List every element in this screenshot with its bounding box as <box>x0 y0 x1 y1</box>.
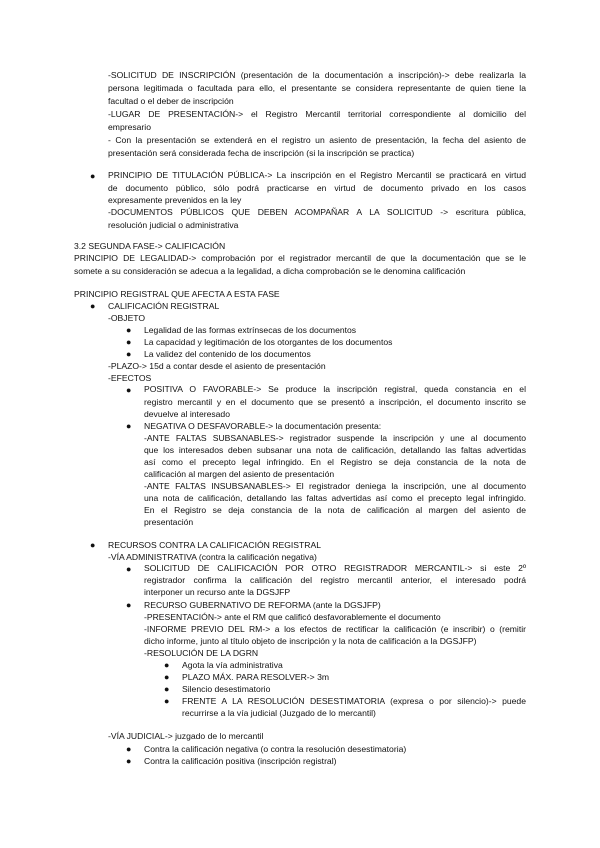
negativa-line-6: -ANTE FALTAS INSUBSANABLES-> El registrador deniega la inscripción, une al documento <box>144 481 526 491</box>
resolucion-item: Agota la vía administrativa <box>182 660 283 670</box>
positiva-line-1: POSITIVA O FAVORABLE-> Se produce la inscripción registral, queda constancia en el <box>144 384 526 394</box>
legalidad-line-2: somete a su consideración se adecua a la legalidad, a dicha comprobación se le denomina calificación <box>74 266 466 276</box>
objeto-item: Legalidad de las formas extrínsecas de los documentos <box>144 325 357 335</box>
negativa-line-3: que los interesados deben subsanar una nota de calificación, detallando las faltas advertidas <box>144 445 526 455</box>
negativa-line-4: así como el precepto legal infringido. En el Registro se deja constancia de la nota de <box>144 457 526 467</box>
positiva-line-2: registro mercantil y en el documento que se presentó a inscripción, el documento inscrito se <box>144 397 526 407</box>
bullet-icon: ● <box>126 337 132 347</box>
negativa-line-7: una nota de calificación, detallando las faltas advertidas así como el precepto legal infringido. <box>144 493 526 503</box>
negativa-line-9: presentación <box>144 517 194 527</box>
legalidad-line-1: PRINCIPIO DE LEGALIDAD-> comprobación por el registrador mercantil de que la documentación que se le <box>74 253 526 263</box>
gubernativo-line-2: -PRESENTACIÓN-> ante el RM que calificó desfavorablemente el documento <box>144 612 441 622</box>
inscripcion-line-7: presentación será considerada fecha de inscripción (si la inscripción se practica) <box>108 148 415 158</box>
bullet-icon: ● <box>126 421 132 431</box>
bullet-icon: ● <box>164 660 170 670</box>
inscripcion-line-6: - Con la presentación se extenderá en el registro un asiento de presentación, la fecha del asiento de <box>108 135 526 145</box>
segunda-fase-heading: 3.2 SEGUNDA FASE-> CALIFICACIÓN <box>74 241 226 251</box>
recursos-heading: RECURSOS CONTRA LA CALIFICACIÓN REGISTRAL <box>108 540 321 550</box>
bullet-icon: ● <box>126 756 132 766</box>
negativa-line-1: NEGATIVA O DESFAVORABLE-> la documentación presenta: <box>144 421 382 431</box>
principio-registral-heading: PRINCIPIO REGISTRAL QUE AFECTA A ESTA FASE <box>74 289 280 299</box>
solicitud-line-2: registrador confirma la calificación del registro mercantil anterior, el interesado podrá <box>144 575 526 585</box>
bullet-icon: ● <box>164 684 170 694</box>
gubernativo-line-5: -RESOLUCIÓN DE LA DGRN <box>144 648 259 658</box>
judicial-item: Contra la calificación negativa (o contra la resolución desestimatoria) <box>144 744 407 754</box>
negativa-line-2: -ANTE FALTAS SUBSANABLES-> registrador suspende la inscripción y une al documento <box>144 433 526 443</box>
bullet-icon: ● <box>126 385 132 395</box>
bullet-icon: ● <box>90 301 96 311</box>
bullet-icon: ● <box>126 600 132 610</box>
calificacion-registral-heading: CALIFICACIÓN REGISTRAL <box>108 301 220 311</box>
negativa-line-8: En el Registro se deja constancia de la nota de calificación al margen del asiento de <box>144 505 526 515</box>
titulacion-line-3: expresamente prevenidos en la ley <box>108 195 242 205</box>
titulacion-line-2: de documento público, sólo podrá practicarse en virtud de documento privado en los casos <box>108 183 526 193</box>
resolucion-item: FRENTE A LA RESOLUCIÓN DESESTIMATORIA (expresa o por silencio)-> puede <box>182 696 526 706</box>
inscripcion-line-2: persona legitimada o facultada para ello, el presentante se considera representante de quien tiene la <box>108 83 526 93</box>
bullet-icon: ● <box>126 325 132 335</box>
inscripcion-line-1: -SOLICITUD DE INSCRIPCIÓN (presentación de la documentación a inscripción)-> debe realizarla la <box>108 70 526 80</box>
gubernativo-line-1: RECURSO GUBERNATIVO DE REFORMA (ante la DGSJFP) <box>144 600 381 610</box>
bullet-icon: ● <box>90 171 96 181</box>
titulacion-line-1: PRINCIPIO DE TITULACIÓN PÚBLICA-> La inscripción en el Registro Mercantil se practicará en virtud <box>108 170 526 180</box>
resolucion-item: PLAZO MÁX. PARA RESOLVER-> 3m <box>182 672 330 682</box>
via-administrativa-label: -VÍA ADMINISTRATIVA (contra la calificación negativa) <box>108 552 317 562</box>
objeto-item: La validez del contenido de los documentos <box>144 349 311 359</box>
negativa-line-5: calificación al margen del asiento de presentación <box>144 469 335 479</box>
bullet-icon: ● <box>164 696 170 706</box>
judicial-item: Contra la calificación positiva (inscripción registral) <box>144 756 337 766</box>
gubernativo-line-4: dicho informe, junto al título objeto de inscripción y la nota de calificación a la DGSJFP) <box>144 636 477 646</box>
titulacion-line-4: -DOCUMENTOS PÚBLICOS QUE DEBEN ACOMPAÑAR A LA SOLICITUD -> escritura pública, <box>108 207 526 217</box>
bullet-icon: ● <box>90 540 96 550</box>
positiva-line-3: devuelve al interesado <box>144 409 230 419</box>
inscripcion-line-4: -LUGAR DE PRESENTACIÓN-> el Registro Mercantil territorial correspondiente al domicilio del <box>108 109 526 119</box>
gubernativo-line-3: -INFORME PREVIO DEL RM-> a los efectos de rectificar la calificación (e inscribir) o (remitir <box>144 624 526 634</box>
objeto-label: -OBJETO <box>108 313 146 323</box>
objeto-item: La capacidad y legitimación de los otorgantes de los documentos <box>144 337 393 347</box>
solicitud-line-1: SOLICITUD DE CALIFICACIÓN POR OTRO REGISTRADOR MERCANTIL-> si este 2º <box>144 563 526 573</box>
bullet-icon: ● <box>126 564 132 574</box>
plazo-line: -PLAZO-> 15d a contar desde el asiento de presentación <box>108 361 326 371</box>
bullet-icon: ● <box>126 744 132 754</box>
resolucion-item: Silencio desestimatorio <box>182 684 271 694</box>
inscripcion-line-3: facultad o el deber de inscripción <box>108 96 234 106</box>
bullet-icon: ● <box>126 349 132 359</box>
titulacion-line-5: resolución judicial o administrativa <box>108 220 239 230</box>
inscripcion-line-5: empresario <box>108 122 151 132</box>
solicitud-line-3: interponer un recurso ante la DGSJFP <box>144 587 291 597</box>
efectos-label: -EFECTOS <box>108 373 152 383</box>
bullet-icon: ● <box>164 672 170 682</box>
resolucion-item-continuation: recurrirse a la vía judicial (Juzgado de lo mercantil) <box>182 708 376 718</box>
via-judicial-label: -VÍA JUDICIAL-> juzgado de lo mercantil <box>108 731 264 741</box>
